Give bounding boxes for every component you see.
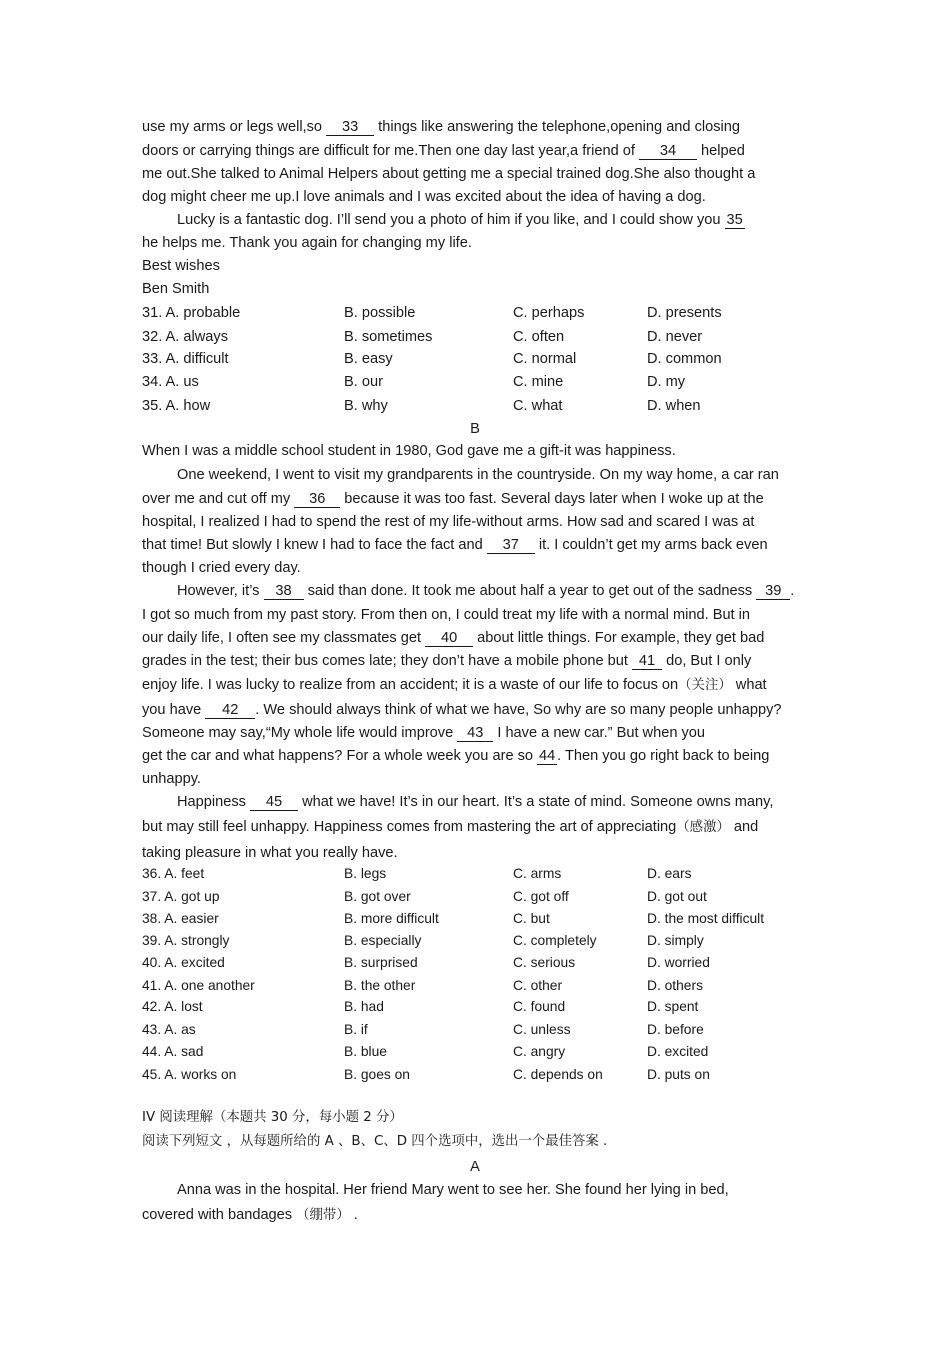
passage-a-line-3: me out.She talked to Animal Helpers about getting me a special trained dog.She also thought a <box>142 166 756 182</box>
blank-41: 41 <box>632 653 662 670</box>
passage-a-line-5: Lucky is a fantastic dog. I’ll send you a photo of him if you like, and I could show you 35 <box>177 212 743 228</box>
passage-b-heading: B <box>470 421 480 437</box>
blank-35: 35 <box>726 212 743 228</box>
blank-39: 39 <box>756 583 790 600</box>
document-page: use my arms or legs well,so 33 things like answering the telephone,opening and closing doors or carrying things are difficult for me.Then one day last year,a friend of 34 helped me out.She talked to Animal Helpers about getting me a special trained dog.She also thought a dog might cheer me up.I love animals and I was excited about the idea of having a dog. Lucky is a fantastic dog. I’ll send you a photo of him if you like, and I could show you 35 he helps me. Thank you again for changing my life. Best wishes Ben Smith 31. A. probable B. possible C. perhaps D. presents 32. A. always B. sometimes C. often D. never 33. A. difficult B. easy C. normal D. common 34. A. us B. our C. mine D. my 35. A. how B. why C. what D. when B When I was a middle school student in 1980, God gave me a gift-it was happiness. One weekend, I went to visit my grandparents in the countryside. On my way home, a car ran over me and cut off my 36 because it was too fast. Several days later when I woke up at the hospital, I realized I had to spend the rest of my life-without arms. How sad and scared I was at that time! But slowly I knew I had to face the fact and 37 it. I couldn’t get my arms back even though I cried every day. However, it’s 38 said than done. It took me about half a year to get out of the sadness 39 . I got so much from my past story. From then on, I could treat my life with a normal mind. But in our daily life, I often see my classmates get 40 about little things. For example, they get bad grades in the test; their bus comes late; they don’t have a mobile phone but 41 do, But I only enjoy life. I was lucky to realize from an accident; it is a waste of our life to focus on（关注） what you have 42 . We should always think of what we have, So why are so many people unhappy? Someone may say,“My whole life would improve 43 I have a new car.” But when you get the car and what happens? For a whole week you are so 44 . Then you go right back to being unhappy. Happiness 45 what we have! It’s in our heart. It’s a state of mind. Someone owns many, but may still feel unhappy. Happiness comes from mastering the art of appreciating（感激） and taking pleasure in what you really have. 36. A. feet B. legs C. arms D. ears 37. A. got up B. got over C. got off D. got out 38. A. easier B. more difficult C. but D. the most difficult 39. A. strongly B. especially C. completely D. simply 40. A. excited B. surprised C. serious D. worried 41. A. one another B. the other C. other D. others 42. A. lost B. had C. found D. spent 43. A. as B. if C. unless D. before 44. A. sad B. blue C. angry D. excited 45. A. works on B. goes on C. depends on D. puts on IV 阅读理解（本题共 30 分，每小题 2 分） 阅读下列短文 ，从每题所给的 A 、B、C、D 四个选项中，选出一个最佳答案 . A Anna was in the hospital. Her friend Mary went to see her. She found her lying in bed, covered with bandages （绷带） . <box>0 0 950 1345</box>
section-iv-line-2: covered with bandages （绷带） . <box>142 1207 358 1223</box>
passage-b-line: However, it’s 38 said than done. It took me about half a year to get out of the sadness 39 . <box>177 583 795 599</box>
passage-b-p1: When I was a middle school student in 1980, God gave me a gift-it was happiness. <box>142 443 676 459</box>
blank-43: 43 <box>457 725 493 742</box>
letter-closing: Best wishes <box>142 258 220 274</box>
blank-36: 36 <box>294 491 340 508</box>
letter-signature: Ben Smith <box>142 281 210 297</box>
passage-b-line: hospital, I realized I had to spend the rest of my life-without arms. How sad and scared I was at <box>142 514 755 530</box>
passage-b-line: get the car and what happens? For a whole week you are so 44 . Then you go right back to being <box>142 748 770 764</box>
passage-b-line: grades in the test; their bus comes late; they don’t have a mobile phone but 41 do, But I only <box>142 653 752 669</box>
passage-b-line: our daily life, I often see my classmates get 40 about little things. For example, they get bad <box>142 630 765 646</box>
passage-b-line: Someone may say,“My whole life would improve 43 I have a new car.” But when you <box>142 725 706 741</box>
passage-b-line: One weekend, I went to visit my grandparents in the countryside. On my way home, a car ran <box>177 467 779 483</box>
passage-b-line: over me and cut off my 36 because it was too fast. Several days later when I woke up at the <box>142 491 764 507</box>
blank-40: 40 <box>425 630 473 647</box>
blank-44: 44 <box>538 748 556 764</box>
passage-b-line: though I cried every day. <box>142 560 301 576</box>
section-iv-heading: A <box>470 1159 480 1175</box>
passage-a-line-1: use my arms or legs well,so 33 things like answering the telephone,opening and closing <box>142 119 741 135</box>
passage-b-line: Happiness 45 what we have! It’s in our heart. It’s a state of mind. Someone owns many, <box>177 794 774 810</box>
blank-45: 45 <box>250 794 298 811</box>
passage-b-line: but may still feel unhappy. Happiness comes from mastering the art of appreciating（感激） and <box>142 819 759 835</box>
blank-37: 37 <box>487 537 535 554</box>
passage-a-line-6: he helps me. Thank you again for changing my life. <box>142 235 472 251</box>
blank-42: 42 <box>205 702 255 719</box>
passage-b-line: you have 42 . We should always think of what we have, So why are so many people unhappy? <box>142 702 782 718</box>
blank-34: 34 <box>639 143 697 160</box>
passage-b-line: I got so much from my past story. From then on, I could treat my life with a normal mind. But in <box>142 607 751 623</box>
blank-33: 33 <box>326 119 374 136</box>
section-iv-instruction: 阅读下列短文 ，从每题所给的 A 、B、C、D 四个选项中，选出一个最佳答案 . <box>142 1134 608 1149</box>
passage-b-line: unhappy. <box>142 771 201 787</box>
passage-b-line: taking pleasure in what you really have. <box>142 845 398 861</box>
passage-b-line: enjoy life. I was lucky to realize from an accident; it is a waste of our life to focus on（关注） what <box>142 677 767 693</box>
blank-38: 38 <box>264 583 304 600</box>
section-iv-title: IV 阅读理解（本题共 30 分，每小题 2 分） <box>142 1110 403 1125</box>
passage-a-line-4: dog might cheer me up.I love animals and I was excited about the idea of having a dog. <box>142 189 706 205</box>
passage-a-line-2: doors or carrying things are difficult for me.Then one day last year,a friend of 34 helped <box>142 143 745 159</box>
section-iv-line-1: Anna was in the hospital. Her friend Mary went to see her. She found her lying in bed, <box>177 1182 729 1198</box>
passage-b-line: that time! But slowly I knew I had to face the fact and 37 it. I couldn’t get my arms back even <box>142 537 768 553</box>
